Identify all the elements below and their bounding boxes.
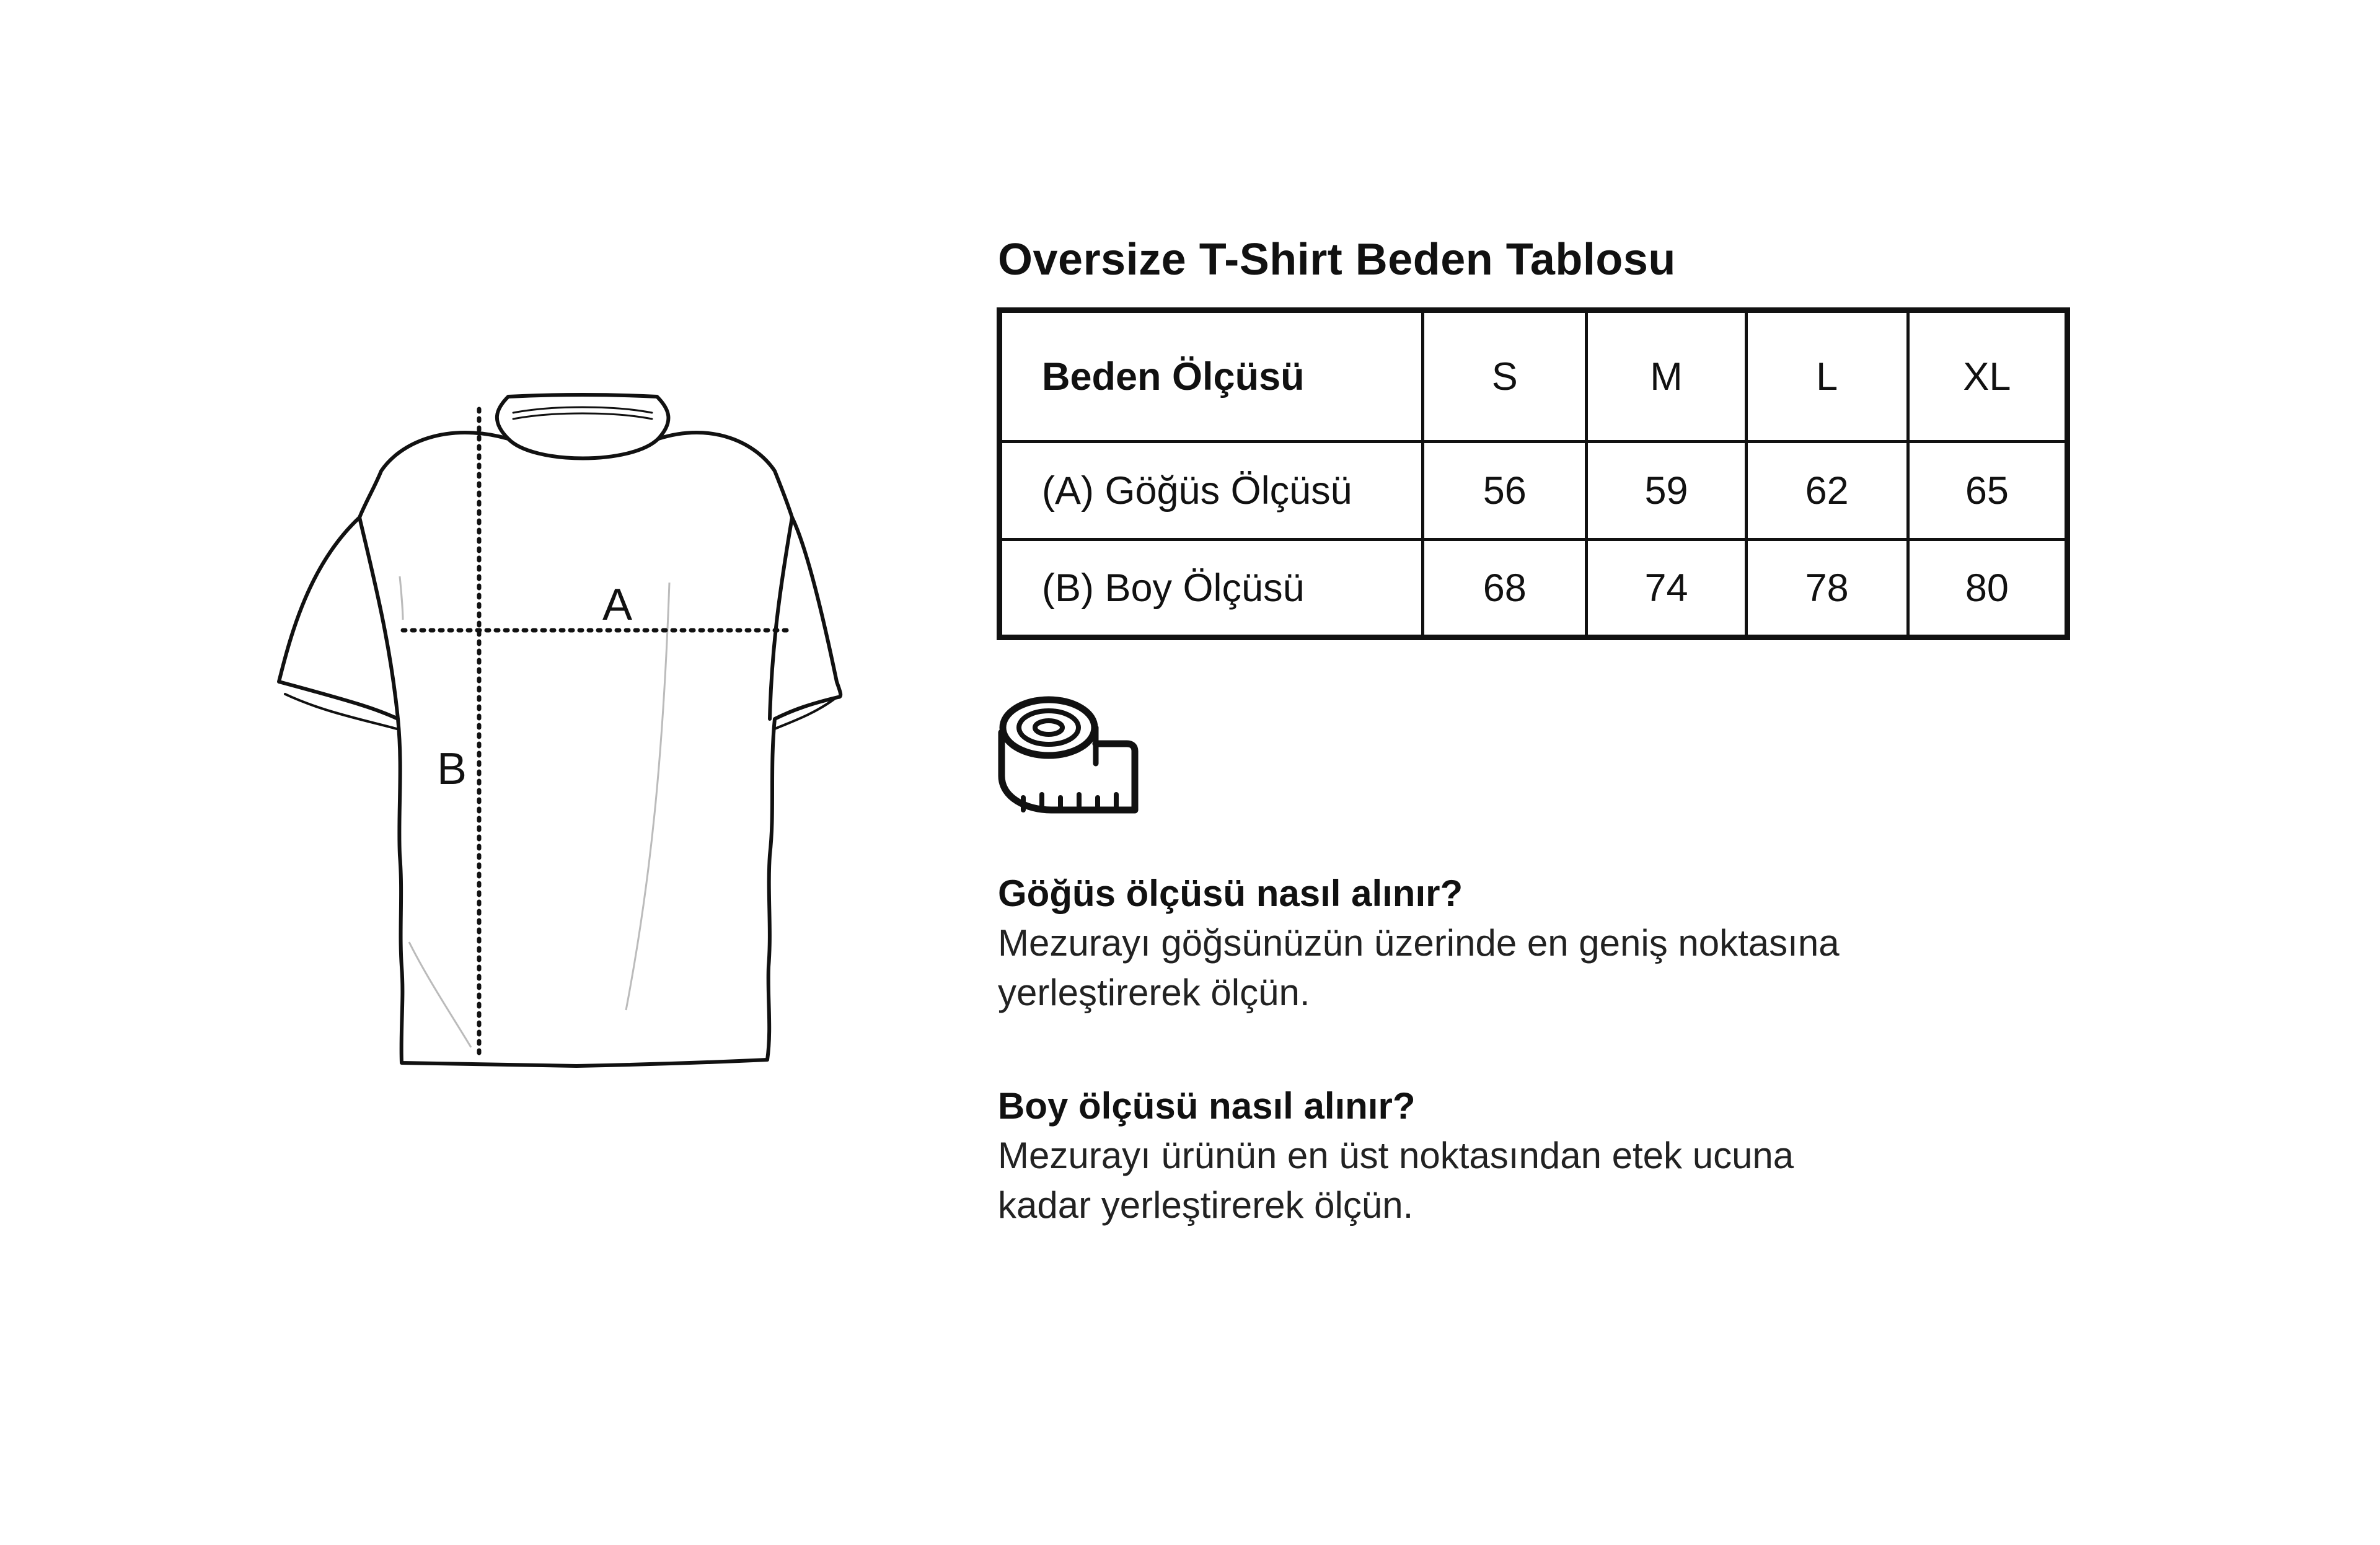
faq-question: Göğüs ölçüsü nasıl alınır? <box>998 873 1463 914</box>
faq-answer-line: Mezurayı göğsünüzün üzerinde en geniş noktasına <box>998 922 1840 964</box>
size-header-m: M <box>1587 310 1746 442</box>
chest-measure-label: A <box>602 580 633 630</box>
table-cell: 59 <box>1587 442 1746 540</box>
page-title: Oversize T-Shirt Beden Tablosu <box>998 235 1676 284</box>
header-label: Beden Ölçüsü <box>1000 310 1423 442</box>
faq-chest <box>998 869 2052 1018</box>
row-label-length: (B) Boy Ölçüsü <box>1000 540 1423 638</box>
table-cell: 80 <box>1908 540 2067 638</box>
faq-answer-line: kadar yerleştirerek ölçün. <box>998 1184 1414 1226</box>
faq-length <box>998 1081 2052 1230</box>
tshirt-diagram <box>267 384 942 1116</box>
table-row-chest <box>1000 442 2068 540</box>
size-header-xl: XL <box>1908 310 2067 442</box>
table-cell: 62 <box>1746 442 1908 540</box>
faq-answer-line: yerleştirerek ölçün. <box>998 972 1310 1013</box>
table-cell: 56 <box>1423 442 1587 540</box>
size-header-s: S <box>1423 310 1587 442</box>
length-measure-label: B <box>437 744 467 794</box>
tshirt-outline <box>279 395 840 1066</box>
table-cell: 78 <box>1746 540 1908 638</box>
size-header-l: L <box>1746 310 1908 442</box>
faq-answer-line: Mezurayı ürünün en üst noktasından etek ucuna <box>998 1135 1794 1176</box>
table-cell: 65 <box>1908 442 2067 540</box>
table-cell: 74 <box>1587 540 1746 638</box>
row-label-chest: (A) Göğüs Ölçüsü <box>1000 442 1423 540</box>
table-cell: 68 <box>1423 540 1587 638</box>
measuring-tape-icon <box>995 689 1144 819</box>
faq-question: Boy ölçüsü nasıl alınır? <box>998 1085 1416 1127</box>
table-row-length <box>1000 540 2068 638</box>
table-header-row <box>1000 310 2068 442</box>
size-table <box>997 307 2070 640</box>
